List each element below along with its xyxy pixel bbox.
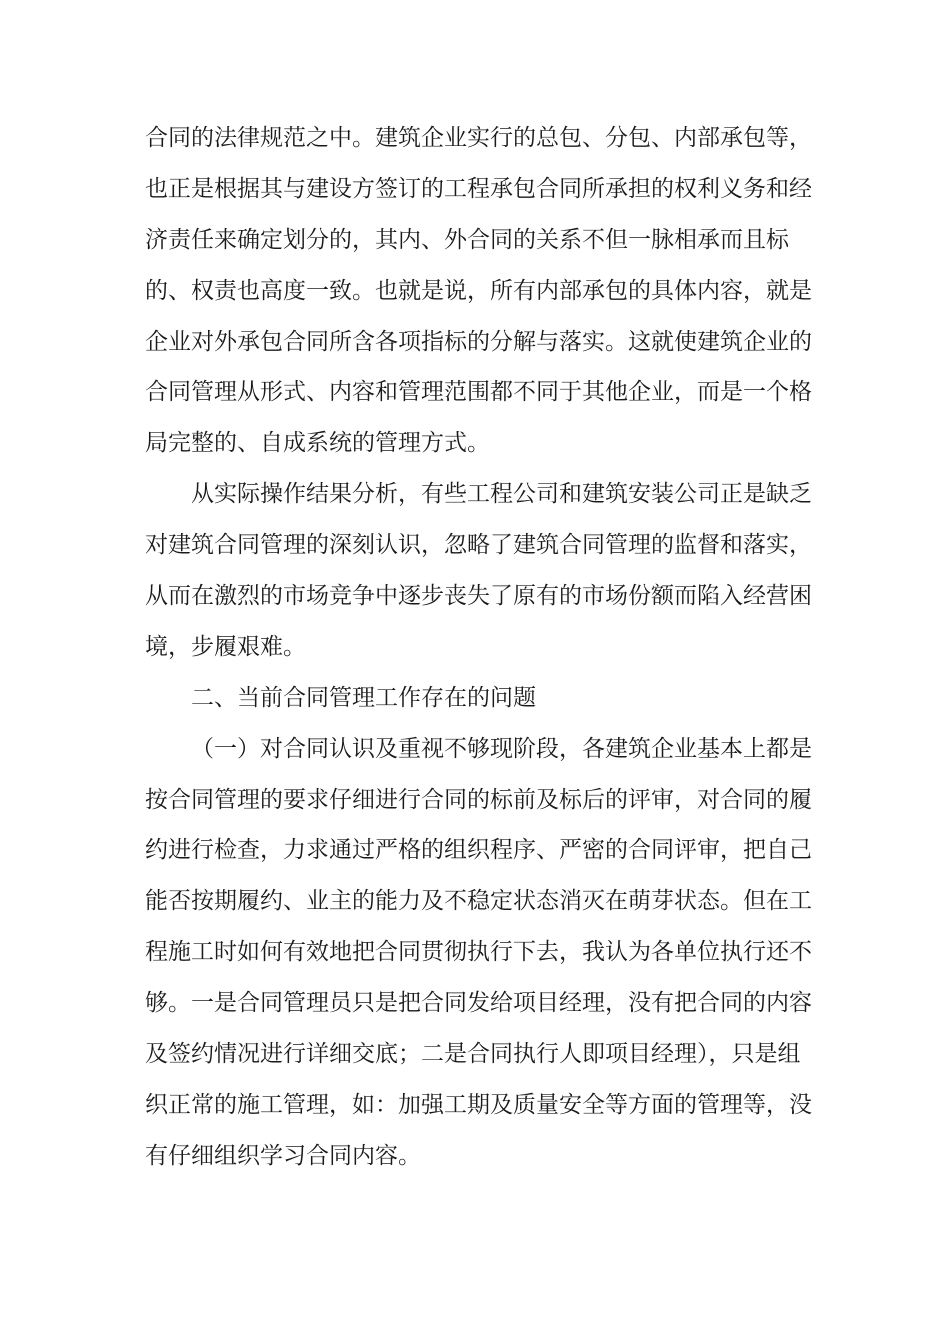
text-line: 合同管理从形式、内容和管理范围都不同于其他企业，而是一个格: [145, 379, 812, 406]
text-line: 局完整的、自成系统的管理方式。: [145, 430, 490, 457]
text-line: 的、权责也高度一致。也就是说，所有内部承包的具体内容，就是: [145, 277, 812, 304]
text-line: 程施工时如何有效地把合同贯彻执行下去，我认为各单位执行还不: [145, 939, 812, 966]
section-heading-text: 二、当前合同管理工作存在的问题: [191, 684, 536, 711]
paragraph-practical-analysis: [145, 469, 812, 673]
text-line: 济责任来确定划分的，其内、外合同的关系不但一脉相承而且标: [145, 226, 789, 253]
text-line: 从而在激烈的市场竞争中逐步丧失了原有的市场份额而陷入经营困: [145, 583, 812, 610]
section-heading: [145, 673, 795, 724]
text-line: 从实际操作结果分析，有些工程公司和建筑安装公司正是缺乏: [191, 481, 812, 508]
paragraph-contract-scope: [145, 113, 812, 469]
text-line: 织正常的施工管理，如：加强工期及质量安全等方面的管理等，没: [145, 1091, 812, 1118]
text-line: 对建筑合同管理的深刻认识，忽略了建筑合同管理的监督和落实，: [145, 532, 812, 559]
paragraph-contract-awareness: [145, 724, 812, 1182]
text-line: 按合同管理的要求仔细进行合同的标前及标后的评审，对合同的履: [145, 786, 812, 813]
document-body: [145, 113, 812, 1182]
text-line: 合同的法律规范之中。建筑企业实行的总包、分包、内部承包等，: [145, 125, 812, 151]
text-line: 及签约情况进行详细交底；二是合同执行人即项目经理），只是组: [145, 1041, 801, 1068]
text-line: 有仔细组织学习合同内容。: [145, 1142, 421, 1169]
text-line: 也正是根据其与建设方签订的工程承包合同所承担的权利义务和经: [145, 175, 812, 202]
text-line: 境，步履艰难。: [145, 633, 306, 660]
text-line: （一）对合同认识及重视不够现阶段，各建筑企业基本上都是: [191, 735, 812, 762]
text-line: 约进行检查，力求通过严格的组织程序、严密的合同评审，把自己: [145, 837, 812, 864]
text-line: 企业对外承包合同所含各项指标的分解与落实。这就使建筑企业的: [145, 328, 812, 355]
text-line: 能否按期履约、业主的能力及不稳定状态消灭在萌芽状态。但在工: [145, 888, 812, 915]
text-line: 够。一是合同管理员只是把合同发给项目经理，没有把合同的内容: [145, 990, 812, 1017]
